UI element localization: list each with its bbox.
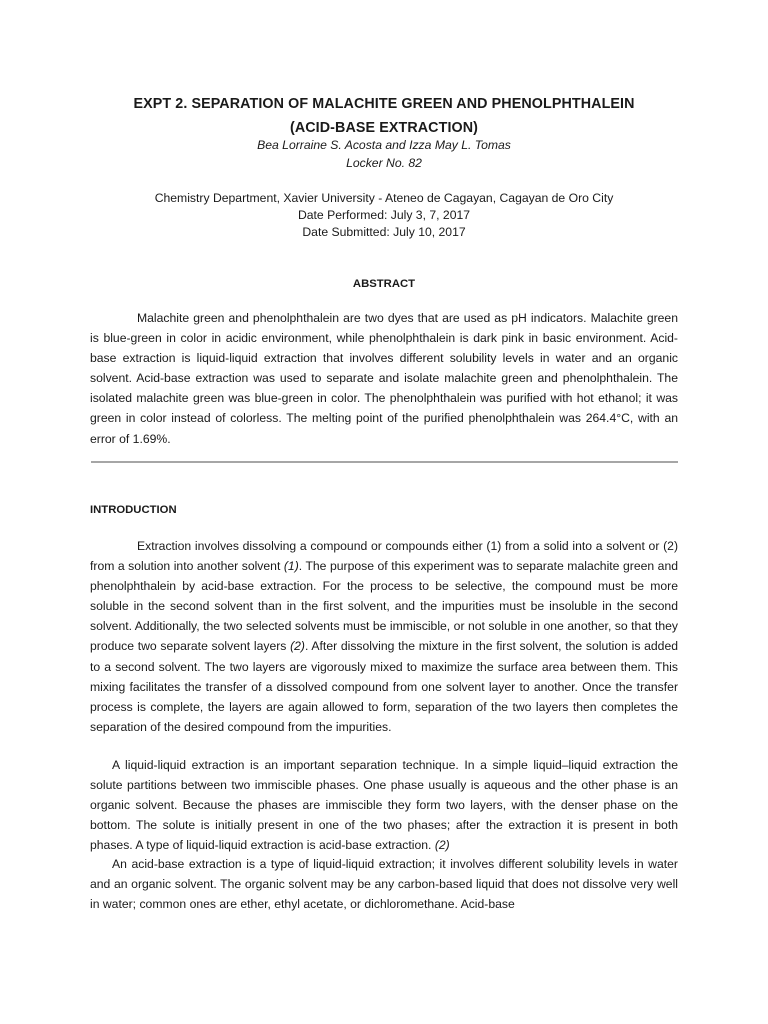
affiliation: Chemistry Department, Xavier University - Ateneo de Cagayan, Cagayan de Oro City — [154, 191, 614, 205]
introduction-heading: INTRODUCTION — [90, 504, 177, 516]
introduction-paragraph-1 — [90, 536, 678, 737]
date-performed: Date Performed: July 3, 7, 2017 — [297, 208, 471, 222]
paragraph-text: A liquid-liquid extraction is an important separation technique. In a simple liquid–liquid extraction the solute partitions between two immiscible phases. One phase usually is aqueous and the other phase is an organic solvent. Because the phases are immiscible they form two layers, with the denser phase on the bottom. The solute is initially present in one of the two phases; after the extraction it is present in both phases. A type of liquid-liquid extraction is acid-base extraction. — [90, 758, 678, 853]
section-divider — [91, 461, 678, 463]
paragraph-text: . After dissolving the mixture in the first solvent, the solution is added to a second solvent. The two layers are vigorously mixed to maximize the surface area between them. This mixing facilitates the transfer of a dissolved compound from one solvent layer to another. Once the transfer process is complete, the layers are again allowed to form, separation of the two layers then completes the separation of the desired compound from the impurities. — [90, 639, 679, 734]
introduction-paragraph-2 — [90, 755, 678, 855]
title-line-1: EXPT 2. SEPARATION OF MALACHITE GREEN AND PHENOLPHTHALEIN — [133, 96, 635, 112]
citation: (2) — [434, 838, 450, 853]
authors: Bea Lorraine S. Acosta and Izza May L. Tomas — [257, 138, 511, 152]
title-line-2: (ACID-BASE EXTRACTION) — [289, 120, 479, 136]
citation: (1) — [283, 559, 299, 574]
paragraph-text: . The purpose of this experiment was to separate malachite green and phenolphthalein by acid-base extraction. For the process to be selective, the compound must be more soluble in the second solvent than in the first solvent, and the impurities must be insoluble in the second solvent. Additionally, the two selected solvents must be immiscible, or not soluble in one another, so that they produce two separate solvent layers — [90, 559, 678, 654]
citation: (2) — [290, 639, 305, 654]
locker-number: Locker No. 82 — [346, 155, 422, 170]
abstract-heading: ABSTRACT — [352, 278, 416, 290]
date-submitted: Date Submitted: July 10, 2017 — [302, 225, 466, 239]
introduction-paragraph-3: An acid-base extraction is a type of liquid-liquid extraction; it involves different solubility levels in water and an organic solvent. The organic solvent may be any carbon-based liquid that does not dissolve very well in water; common ones are ether, ethyl acetate, or dichloromethane. Acid-base — [90, 857, 678, 912]
abstract-body: Malachite green and phenolphthalein are two dyes that are used as pH indicators. Malachite green is blue-green in color in acidic environment, while phenolphthalein is dark pink in basic environment. Acid-base extraction is liquid-liquid extraction that involves different solubility levels in water and an organic solvent. Acid-base extraction was used to separate and isolate malachite green and phenolphthalein. The isolated malachite green was blue-green in color. The phenolphthalein was purified with hot ethanol; it was green in color instead of colorless. The melting point of the purified phenolphthalein was 264.4°C, with an error of 1.69%. — [90, 311, 678, 446]
paragraph-text: Extraction involves dissolving a compound or compounds either (1) from a solid into a solvent or (2) from a solution into another solvent — [90, 539, 678, 574]
